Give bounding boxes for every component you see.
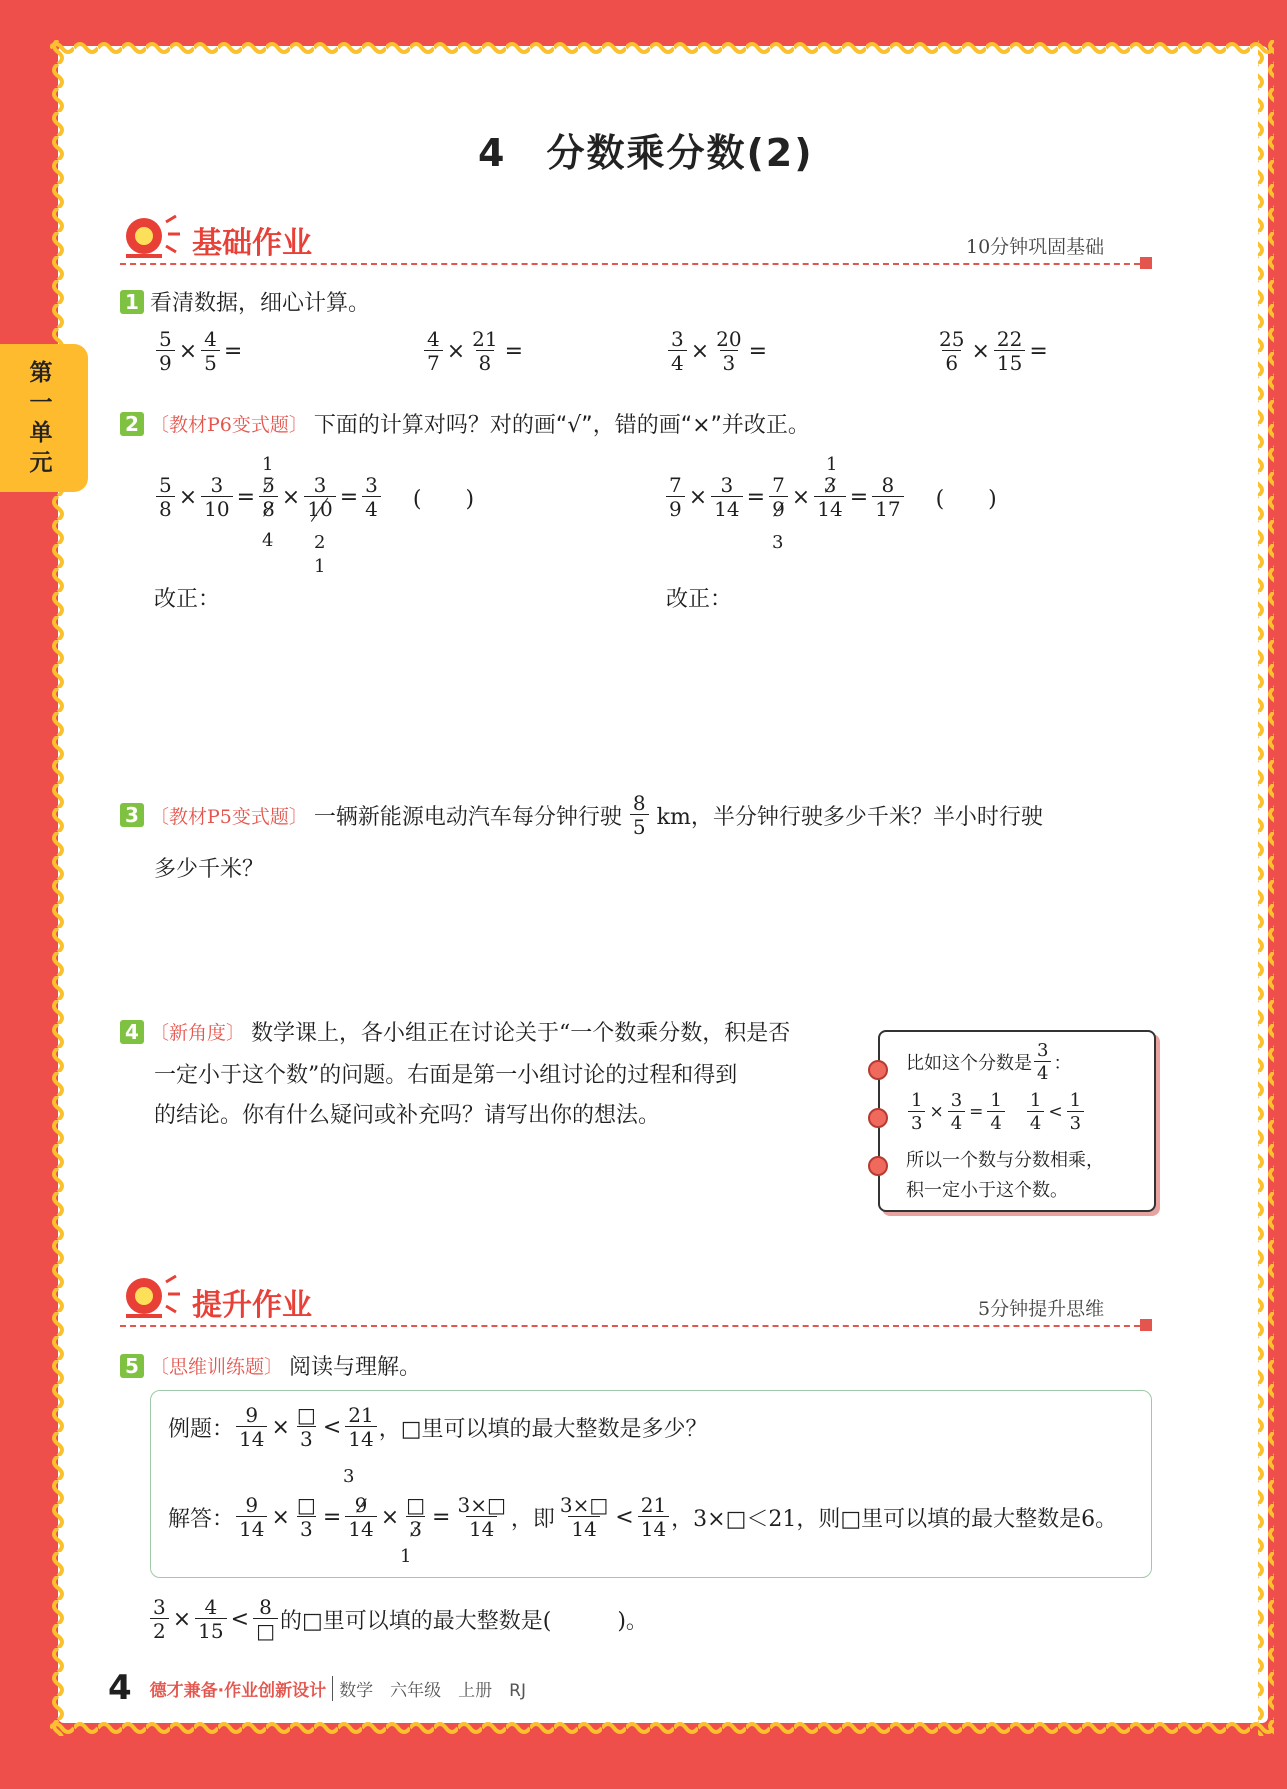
- question-2-text: 下面的计算对吗？对的画“√”，错的画“×”并改正。: [313, 413, 810, 438]
- cancel-note: 1: [400, 1546, 412, 1567]
- section-note-basic: 10分钟巩固基础: [966, 236, 1105, 258]
- binder-ring: [868, 1156, 888, 1176]
- question-tag: 〔新角度〕: [150, 1022, 246, 1044]
- cancel-note: 1: [314, 556, 326, 577]
- question-number-badge: 4: [120, 1020, 144, 1044]
- correction-label: 改正：: [154, 587, 221, 612]
- question-1-text: 看清数据，细心计算。: [150, 291, 371, 316]
- example-line: 例题： $\frac{9}{14}$ × □ 3 < 21 14 ，□里可以填的最大整数是多少？: [168, 1403, 708, 1451]
- unit-tab-char: 单: [29, 420, 53, 446]
- q1-expression-2: $\frac{4}{7}$ × $\frac{21}{8}$ =: [422, 328, 525, 374]
- section-note-advanced: 5分钟提升思维: [978, 1298, 1105, 1320]
- question-number-badge: 5: [120, 1354, 144, 1378]
- cancel-note: 1: [826, 454, 838, 475]
- section-title-basic: 基础作业: [192, 226, 312, 261]
- question-tag: 〔思维训练题〕: [150, 1356, 284, 1378]
- section-divider: [120, 263, 1150, 265]
- footer-brand: 德才兼备·作业创新设计: [149, 1680, 327, 1701]
- binder-ring: [868, 1108, 888, 1128]
- page-footer: [108, 1668, 526, 1708]
- question-2-header: [120, 408, 810, 439]
- divider-end-marker: [1140, 1319, 1152, 1331]
- question-4-line: 数学课上，各小组正在讨论关于“一个数乘分数，积是否: [251, 1021, 791, 1046]
- unit-tab-char: 一: [29, 390, 53, 416]
- question-number-badge: 3: [120, 803, 144, 827]
- unit-tab-char: 元: [29, 450, 53, 476]
- question-4-header: [120, 1016, 790, 1047]
- cancel-note: 3: [772, 532, 784, 553]
- task-line: $\frac{3}{2}$ × $\frac{4}{15}$ < 8 □ 的□里可以填的最大整数是( )。: [148, 1596, 648, 1642]
- question-tag: 〔教材P6变式题〕: [150, 414, 308, 436]
- q1-expression-1: $\frac{5}{9}$ × $\frac{4}{5}$ =: [154, 328, 244, 374]
- binder-ring: [868, 1060, 888, 1080]
- lightbulb-icon: [118, 1272, 182, 1324]
- cancel-note: 1: [262, 454, 274, 475]
- cancel-note: 4: [262, 530, 274, 551]
- question-4-line: 的结论。你有什么疑问或补充吗？请写出你的想法。: [154, 1103, 661, 1128]
- page-title: 4 分数乘分数(2): [478, 131, 814, 175]
- answer-line: 解答： $\frac{9}{14}$ × □ 3 = $\frac{9}{14}$ × □ 3 = $\frac{3\times□}{14}$ ，即 3×□ 14 < 21 14 ，3×□＜21，则□里可以填的最大整数是6。: [168, 1493, 1118, 1541]
- question-3-text-line2: 多少千米？: [154, 857, 265, 882]
- note-line-1: 比如这个分数是 3 4 ：: [906, 1040, 1072, 1084]
- unit-side-tab: [0, 344, 88, 492]
- note-line-3: 所以一个数与分数相乘，: [906, 1150, 1104, 1171]
- page-number: 4: [108, 1668, 132, 1708]
- q2-left-expression: $\frac{5}{8}$ × $\frac{3}{10}$ = $\frac{5}{8}$ × $\frac{3}{10}$ = $\frac{3}{4}$ ( ): [154, 474, 474, 520]
- cancel-note: 3: [343, 1466, 355, 1487]
- q1-expression-4: $\frac{25}{6}$ × $\frac{22}{15}$ =: [939, 327, 1048, 375]
- question-5-text: 阅读与理解。: [289, 1355, 422, 1380]
- lightbulb-icon: [118, 212, 182, 264]
- section-title-advanced: 提升作业: [192, 1288, 312, 1323]
- cancel-note: 2: [314, 532, 326, 553]
- correction-label: 改正：: [666, 587, 733, 612]
- section-divider: [120, 1325, 1150, 1327]
- question-number-badge: 2: [120, 412, 144, 436]
- note-line-2: $\frac{1}{3}$ × $\frac{3}{4}$ = $\frac{1}{4}$ 1 4 < 1 3: [906, 1090, 1086, 1134]
- q1-expression-3: $\frac{3}{4}$ × $\frac{20}{3}$ =: [666, 328, 769, 374]
- question-1-header: [120, 286, 370, 317]
- question-5-header: [120, 1350, 421, 1381]
- question-3-header: 3 〔教材P5变式题〕 一辆新能源电动汽车每分钟行驶 8 5 km，半分钟行驶多少千米？半小时行驶: [120, 792, 1043, 838]
- divider-end-marker: [1140, 257, 1152, 269]
- question-3-text: km，半分钟行驶多少千米？半小时行驶: [656, 804, 1043, 830]
- question-tag: 〔教材P5变式题〕: [150, 805, 308, 828]
- unit-tab-char: 第: [29, 360, 53, 386]
- question-3-text: 一辆新能源电动汽车每分钟行驶: [313, 804, 622, 830]
- answer-paren: ( ): [935, 486, 997, 512]
- note-line-4: 积一定小于这个数。: [906, 1180, 1068, 1201]
- discussion-note-card: [878, 1030, 1156, 1212]
- q2-right-expression: $\frac{7}{9}$ × $\frac{3}{14}$ = $\frac{7}{9}$ × $\frac{3}{14}$ = $\frac{8}{17}$ ( ): [664, 474, 997, 520]
- footer-subject: 数学 六年级 上册 RJ: [332, 1676, 526, 1701]
- question-4-line: 一定小于这个数”的问题。右面是第一小组讨论的过程和得到: [154, 1063, 738, 1088]
- answer-paren: ( ): [412, 486, 475, 512]
- question-number-badge: 1: [120, 290, 144, 314]
